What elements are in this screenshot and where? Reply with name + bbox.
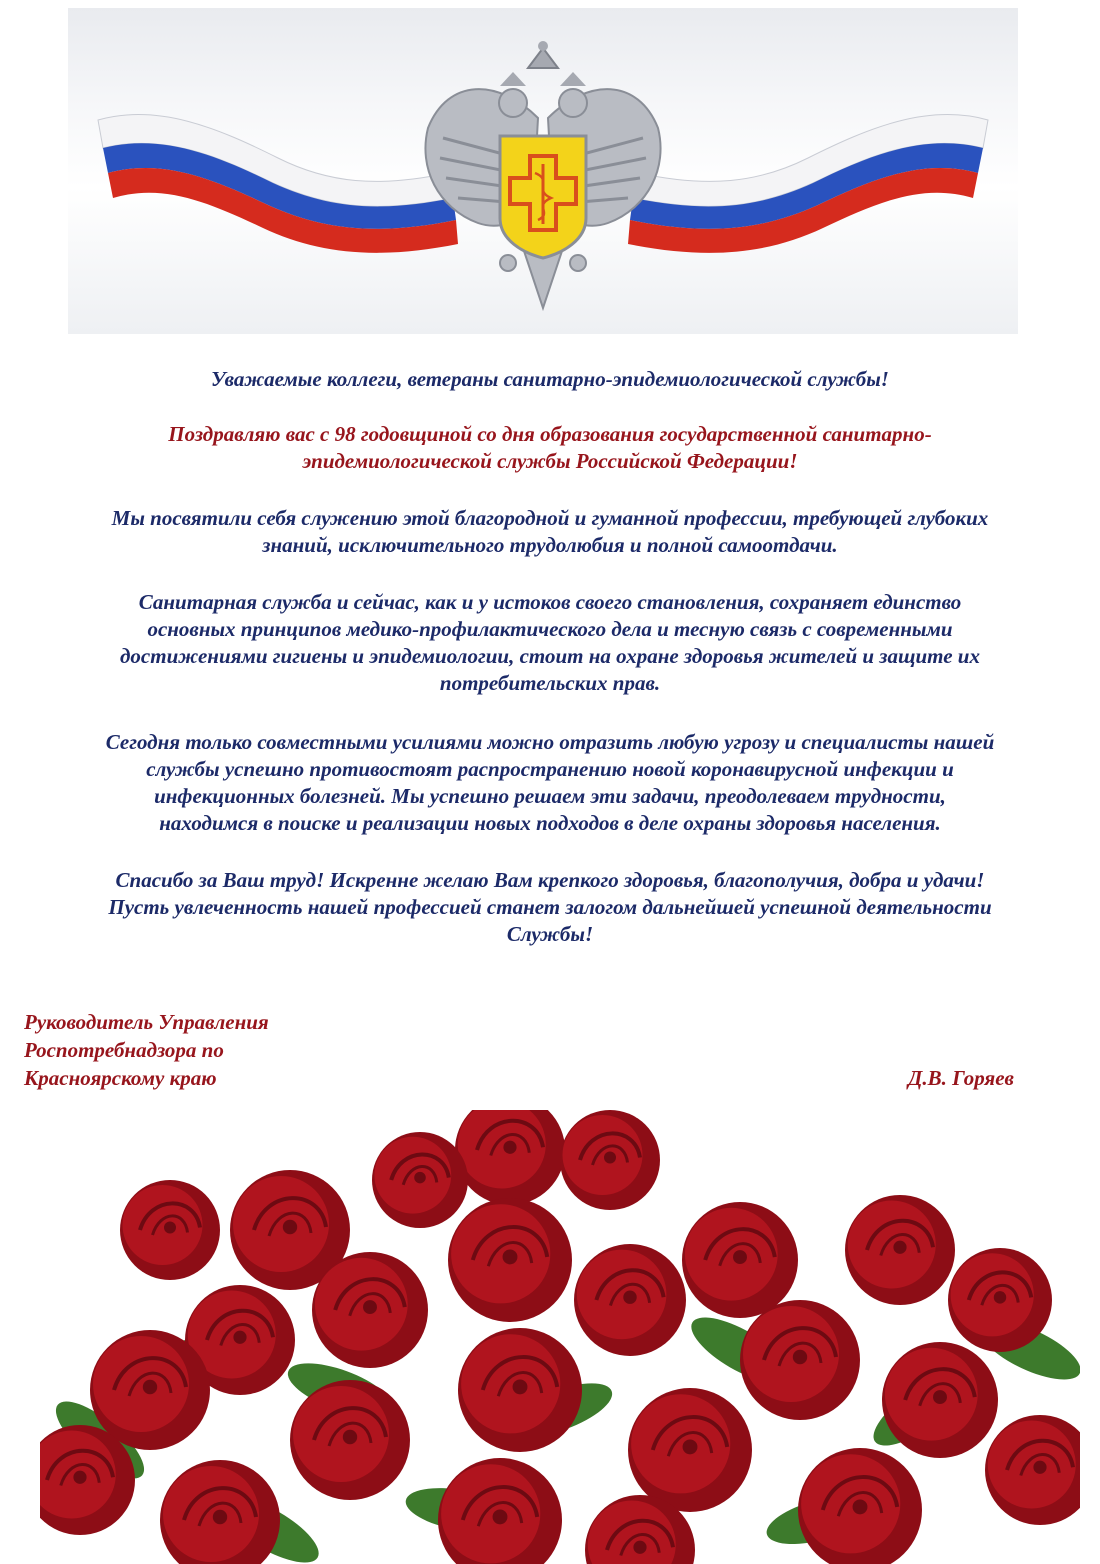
rose bbox=[372, 1132, 468, 1228]
right-flag-ribbon bbox=[628, 114, 988, 252]
paragraph-1-line-2: знаний, исключительного трудолюбия и полной самоотдачи. bbox=[262, 533, 838, 557]
signature-position-line-3: Красноярскому краю bbox=[24, 1066, 217, 1090]
rose bbox=[438, 1458, 562, 1564]
paragraph-1-line-1: Мы посвятили себя служению этой благородной и гуманной профессии, требующей глубоких bbox=[111, 506, 989, 530]
closing-line-1: Спасибо за Ваш труд! Искренне желаю Вам крепкого здоровья, благополучия, добра и удачи! bbox=[115, 868, 985, 892]
paragraph-3-line-4: находимся в поиске и реализации новых подходов в деле охраны здоровья населения. bbox=[159, 811, 941, 835]
left-flag-ribbon bbox=[98, 114, 458, 252]
paragraph-2-line-2: основных принципов медико-профилактического дела и тесную связь с современными bbox=[147, 617, 953, 641]
closing-line-3: Службы! bbox=[506, 922, 594, 946]
red-roses-bouquet bbox=[40, 1110, 1080, 1564]
signature-name: Д.В. Горяев bbox=[908, 1066, 1014, 1090]
rose bbox=[985, 1415, 1080, 1525]
flag-ribbon bbox=[68, 8, 1018, 334]
signature-position-line-1: Руководитель Управления bbox=[24, 1010, 269, 1034]
rose bbox=[948, 1248, 1052, 1352]
rose bbox=[882, 1342, 998, 1458]
rose bbox=[845, 1195, 955, 1305]
rose bbox=[560, 1110, 660, 1210]
rose bbox=[120, 1180, 220, 1280]
header-banner bbox=[68, 8, 1018, 334]
congratulation-line-2: эпидемиологической службы Российской Федерации! bbox=[302, 449, 798, 473]
rose bbox=[160, 1460, 280, 1564]
rose bbox=[455, 1110, 565, 1205]
rose bbox=[682, 1202, 798, 1318]
paragraph-3-line-3: инфекционных болезней. Мы успешно решаем эти задачи, преодолеваем трудности, bbox=[154, 784, 946, 808]
paragraph-3-line-1: Сегодня только совместными усилиями можно отразить любую угрозу и специалисты нашей bbox=[105, 730, 995, 754]
rose bbox=[798, 1448, 922, 1564]
rose bbox=[458, 1328, 582, 1452]
rose bbox=[574, 1244, 686, 1356]
rose bbox=[312, 1252, 428, 1368]
paragraph-2-line-3: достижениями гигиены и эпидемиологии, стоит на охране здоровья жителей и защите их bbox=[120, 644, 980, 668]
rose bbox=[90, 1330, 210, 1450]
paragraph-2-line-4: потребительских прав. bbox=[439, 671, 661, 695]
congratulation-line-1: Поздравляю вас с 98 годовщиной со дня образования государственной санитарно- bbox=[168, 422, 932, 446]
paragraph-2-line-1: Санитарная служба и сейчас, как и у истоков своего становления, сохраняет единство bbox=[138, 590, 962, 614]
signature-position-line-2: Роспотребнадзора по bbox=[24, 1038, 224, 1062]
rose bbox=[740, 1300, 860, 1420]
rose bbox=[628, 1388, 752, 1512]
paragraph-3-line-2: службы успешно противостоят распространению новой коронавирусной инфекции и bbox=[146, 757, 954, 781]
closing-line-2: Пусть увлеченность нашей профессией станет залогом дальнейшей успешной деятельности bbox=[108, 895, 992, 919]
signature-position bbox=[24, 1008, 269, 1092]
greeting: Уважаемые коллеги, ветераны санитарно-эпидемиологической службы! bbox=[211, 367, 889, 391]
rose bbox=[448, 1198, 572, 1322]
rose bbox=[290, 1380, 410, 1500]
